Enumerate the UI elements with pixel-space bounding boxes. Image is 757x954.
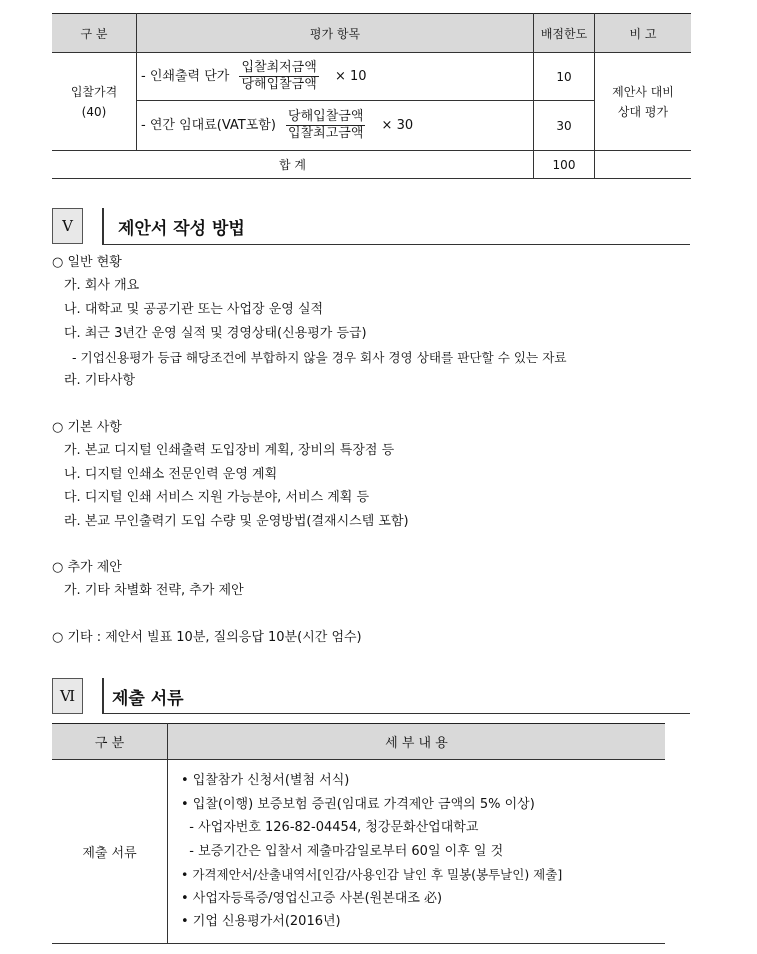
- general-item: 가. 회사 개요: [64, 278, 140, 293]
- general-title: ○ 일반 현황: [52, 255, 122, 270]
- section-numeral-box: Ⅵ: [52, 678, 83, 714]
- general-item: 다. 최근 3년간 운영 실적 및 경영상태(신용평가 등급): [64, 326, 367, 341]
- fraction-denominator: 입찰최고금액: [288, 126, 364, 141]
- list-item: - 사업자번호 126-82-04454, 청강문화산업대학교: [181, 820, 479, 835]
- basic-title: ○ 기본 사항: [52, 420, 122, 435]
- group-label-line2: (40): [81, 104, 107, 119]
- basic-item: 가. 본교 디지털 인쇄출력 도입장비 계획, 장비의 특장점 등: [64, 443, 395, 458]
- general-item: 라. 기타사항: [64, 373, 136, 388]
- section-title: 제출 서류: [112, 689, 184, 709]
- remark-line2: 상대 평가: [617, 104, 669, 119]
- fraction-denominator: 당해입찰금액: [241, 77, 317, 92]
- score-cell: 10: [534, 53, 595, 101]
- formula-multiplier: × 30: [381, 118, 414, 133]
- total-score: 100: [534, 151, 595, 179]
- etc-line: ○ 기타 : 제안서 빌표 10분, 질의응답 10분(시간 엄수): [52, 630, 362, 645]
- list-item: - 보증기간은 입찰서 제출마감일로부터 60일 이후 일 것: [181, 843, 504, 859]
- total-remark: [595, 151, 692, 179]
- list-item: • 가격제안서/산출내역서[인감/사용인감 날인 후 밀봉(봉투날인) 제출]: [181, 867, 563, 882]
- remark-cell: [595, 53, 692, 151]
- section-underline: [102, 713, 690, 714]
- list-item: • 입찰(이행) 보증보험 증권(임대료 가격제안 금액의 5% 이상): [181, 796, 535, 812]
- formula-print-unit-price: [137, 53, 534, 101]
- submission-table: [52, 723, 665, 944]
- header-remark: 비 고: [595, 14, 692, 53]
- remark-line1: 제안사 대비: [612, 84, 674, 99]
- formula-annual-rent: [137, 101, 534, 151]
- fraction: [239, 60, 318, 93]
- fraction-numerator: 입찰최저금액: [241, 60, 317, 75]
- fraction: [286, 109, 365, 142]
- section-title: 제안서 작성 방법: [118, 219, 245, 239]
- details-cell: [168, 760, 666, 944]
- header-evaluation-item: 평가 항목: [137, 14, 534, 53]
- evaluation-table: [52, 13, 691, 179]
- section-numeral-box: V: [52, 208, 83, 244]
- general-item: 나. 대학교 및 공공기관 또는 사업장 운영 실적: [64, 302, 324, 317]
- section-divider: [102, 678, 104, 714]
- score-cell: 30: [534, 101, 595, 151]
- header-category: 구 분: [52, 14, 137, 53]
- basic-item: 라. 본교 무인출력기 도입 수량 및 운영방법(결재시스템 포함): [64, 514, 409, 529]
- basic-item: 다. 디지털 인쇄 서비스 지원 가능분야, 서비스 계획 등: [64, 490, 370, 505]
- header-score-limit: 배점한도: [534, 14, 595, 53]
- header-details: 세 부 내 용: [168, 724, 666, 760]
- row-label: 제출 서류: [52, 760, 168, 944]
- extra-item: 가. 기타 차별화 전략, 추가 제안: [64, 583, 244, 598]
- extra-title: ○ 추가 제안: [52, 560, 122, 575]
- details-list: [169, 761, 664, 942]
- section-underline: [102, 244, 690, 245]
- group-label: [52, 53, 137, 151]
- list-item: • 기업 신용평가서(2016년): [181, 914, 341, 929]
- section-divider: [102, 208, 104, 244]
- formula-prefix: - 인쇄출력 단가: [141, 69, 230, 84]
- group-label-line1: 입찰가격: [70, 84, 118, 99]
- header-category: 구 분: [52, 724, 168, 760]
- total-label: 합 계: [52, 151, 534, 179]
- general-item: - 기업신용평가 등급 해당조건에 부합하지 않을 경우 회사 경영 상태를 판단할 수 있는 자료: [64, 350, 567, 365]
- basic-item: 나. 디지털 인쇄소 전문인력 운영 계획: [64, 467, 278, 482]
- fraction-numerator: 당해입찰금액: [288, 109, 364, 124]
- formula-multiplier: × 10: [334, 69, 367, 84]
- formula-prefix: - 연간 임대료(VAT포함): [141, 118, 276, 133]
- list-item: • 사업자등록증/영업신고증 사본(원본대조 必): [181, 890, 443, 906]
- list-item: • 입찰참가 신청서(별첨 서식): [181, 773, 350, 788]
